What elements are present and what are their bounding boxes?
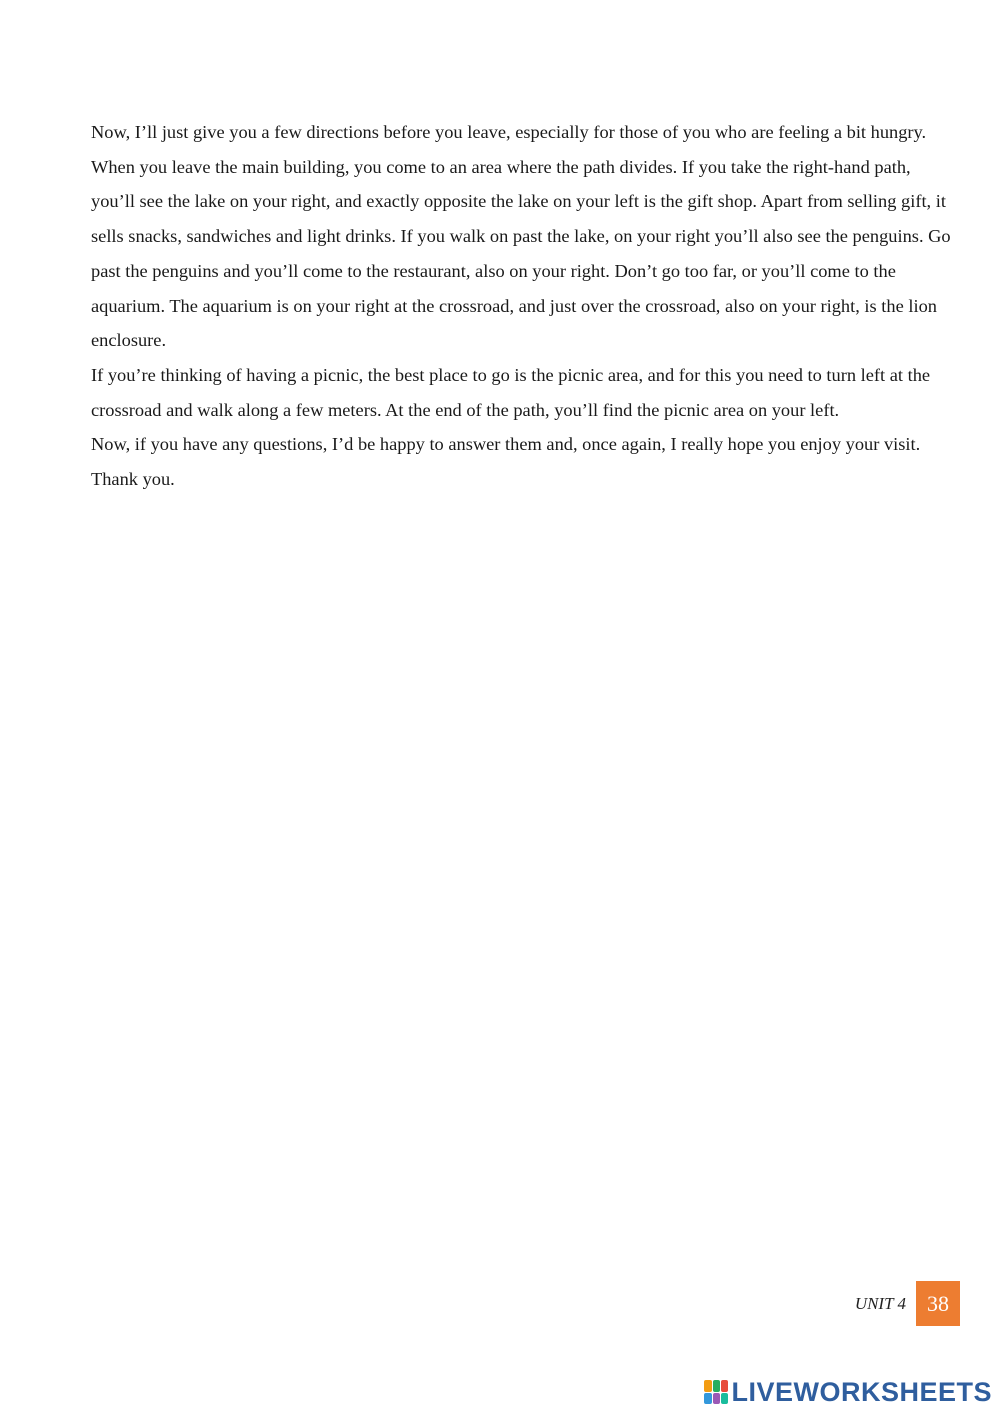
page-number: 38	[916, 1281, 960, 1326]
page-footer	[855, 1281, 960, 1326]
paragraph-directions: Now, I’ll just give you a few directions before you leave, especially for those of you who are feeling a bit hungry. When you leave the main building, you come to an area where the path divides. If you take the right-hand path, you’ll see the lake on your right, and exactly opposite the lake on your left is the gift shop. Apart from selling gift, it sells snacks, sandwiches and light drinks. If you walk on past the lake, on your right you’ll also see the penguins. Go past the penguins and you’ll come to the restaurant, also on your right. Don’t go too far, or you’ll come to the aquarium. The aquarium is on your right at the crossroad, and just over the crossroad, also on your right, is the lion enclosure.	[91, 122, 951, 351]
liveworksheets-logo-icon	[704, 1380, 728, 1404]
paragraph-closing: Now, if you have any questions, I’d be happy to answer them and, once again, I really hope you enjoy your visit. Thank you.	[91, 434, 921, 490]
paragraph-picnic: If you’re thinking of having a picnic, the best place to go is the picnic area, and for this you need to turn left at the crossroad and walk along a few meters. At the end of the path, you’ll find the picnic area on your left.	[91, 364, 931, 420]
watermark-text: LIVEWORKSHEETS	[731, 1376, 992, 1407]
liveworksheets-watermark	[704, 1375, 992, 1409]
transcript-text	[91, 115, 951, 497]
unit-label: UNIT 4	[854, 1293, 906, 1313]
